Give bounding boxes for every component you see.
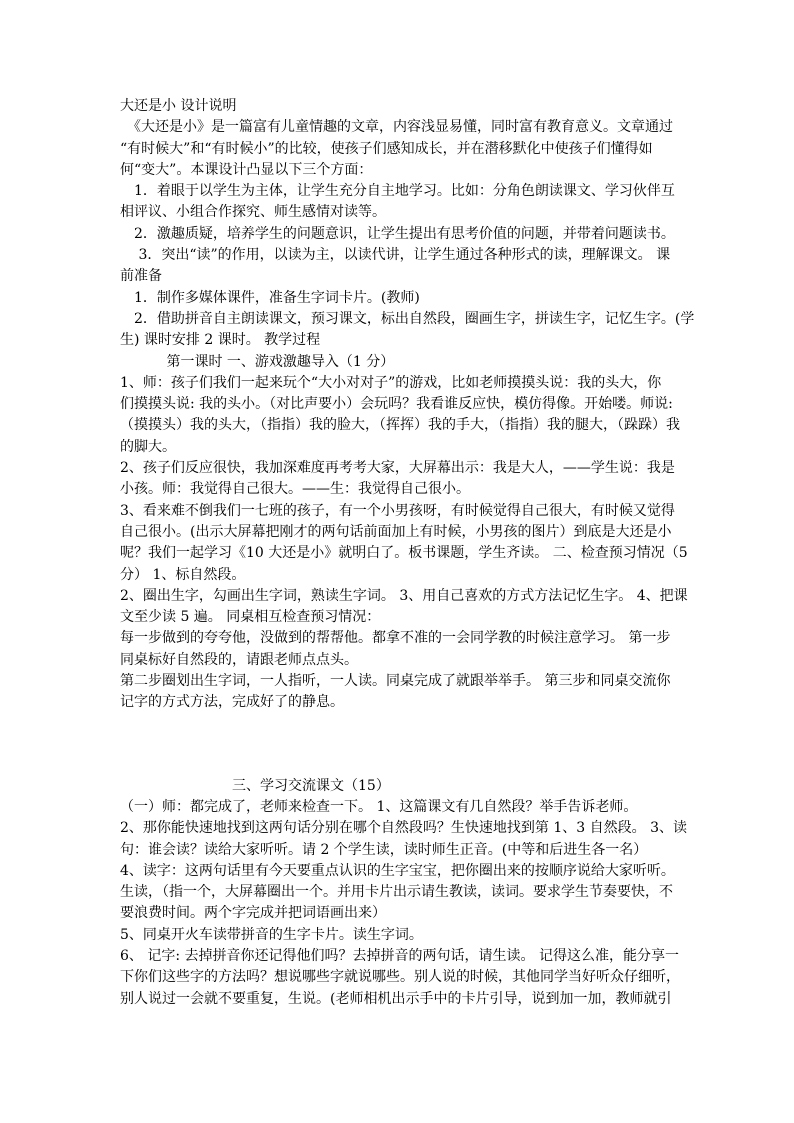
text-line: 1．制作多媒体课件，准备生字词卡片。(教师) — [120, 289, 420, 306]
text-line: 三、学习交流课文（15） — [120, 777, 390, 794]
text-line: 们摸摸头说: 我的头小。（对比声要小）会玩吗？我看谁反应快，模仿得像。开始喽。师说: — [120, 396, 673, 413]
text-line: 5、同桌开火车读带拼音的生字卡片。读生字词。 — [120, 926, 423, 943]
text-line: 记字的方式方法，完成好了的静息。 — [120, 694, 344, 711]
text-line: 2、孩子们反应很快，我加深难度再考考大家，大屏幕出示：我是大人，——学生说：我是 — [120, 460, 675, 477]
text-line: 4、读字：这两句话里有今天要重点认识的生字宝宝，把你圈出来的按顺序说给大家听听。 — [120, 862, 675, 879]
text-line: 前准备 — [120, 268, 162, 285]
text-line: 2、圈出生字，勾画出生字词，熟读生字词。 3、用自己喜欢的方式方法记忆生字。 4、把课 — [120, 587, 688, 604]
text-line: 生) 课时安排 2 课时。 教学过程 — [120, 332, 321, 349]
text-line: 3、看来难不倒我们一七班的孩子，有一个小男孩呀，有时候觉得自己很大，有时候又觉得 — [120, 502, 675, 519]
text-line: 1、师：孩子们我们一起来玩个“大小对对子”的游戏，比如老师摸摸头说：我的头大，你 — [120, 374, 662, 391]
text-line: 第二步圈划出生字词，一人指听，一人读。同桌完成了就跟举举手。 第三步和同桌交流你 — [120, 673, 671, 690]
text-line: 3．突出“读”的作用，以读为主，以读代讲，让学生通过各种形式的读，理解课文。 课 — [120, 247, 671, 264]
text-line: 生读，（指一个，大屏幕圈出一个。并用卡片出示请生教读，读词。要求学生节奏要快，不 — [120, 884, 673, 901]
text-line: 每一步做到的夸夸他，没做到的帮帮他。都拿不准的一会同学教的时候注意学习。 第一步 — [120, 630, 671, 647]
text-line: 相评议、小组合作探究、师生感情对读等。 — [120, 204, 386, 221]
text-line: 大还是小 设计说明 — [120, 98, 237, 114]
design-notes-section — [120, 96, 695, 714]
document-page — [120, 96, 695, 1010]
text-line: 句：谁会读？读给大家听听。请 2 个学生读，读时师生正音。(中等和后进生各一名） — [120, 841, 648, 858]
text-line: 文至少读 5 遍。 同桌相互检查预习情况： — [120, 609, 381, 626]
text-line: （摸摸头）我的头大，（指指）我的脸大，（挥挥）我的手大，（指指）我的腿大，（跺跺）我 — [120, 417, 680, 434]
text-line: 1．着眼于以学生为主体，让学生充分自主地学习。比如：分角色朗读课文、学习伙伴互 — [120, 183, 675, 200]
text-line: （一）师：都完成了，老师来检查一下。 1、这篇课文有几自然段？举手告诉老师。 — [120, 798, 638, 815]
text-line: 要浪费时间。两个字完成并把词语画出来） — [120, 905, 386, 922]
text-line: 小孩。师：我觉得自己很大。——生：我觉得自己很小。 — [120, 481, 470, 498]
text-line: 呢？我们一起学习《10 大还是小》就明白了。板书课题，学生齐读。 二、检查预习情况（5 — [120, 545, 688, 562]
text-line: 同桌标好自然段的，请跟老师点点头。 — [120, 651, 358, 668]
text-line: 下你们这些字的方法吗？想说哪些字就说哪些。别人说的时候，其他同学当好听众仔细听， — [120, 969, 680, 986]
text-line: 2．借助拼音自主朗读课文，预习课文，标出自然段，圈画生字，拼读生字，记忆生字。(学 — [120, 310, 695, 327]
text-line: 2、那你能快速地找到这两句话分别在哪个自然段吗？生快速地找到第 1、3 自然段。 3、读 — [120, 820, 687, 837]
text-line: 分） 1、标自然段。 — [120, 566, 246, 583]
text-line: 2．激趣质疑，培养学生的问题意识，让学生提出有思考价值的问题，并带着问题读书。 — [120, 225, 675, 242]
text-line: 第一课时 一、游戏激趣导入（1 分） — [120, 353, 395, 370]
text-line: 6、 记字: 去掉拼音你还记得他们吗？去掉拼音的两句话，请生读。 记得这么准，能分享一 — [120, 947, 679, 964]
text-line: 何“变大”。本课设计凸显以下三个方面： — [120, 161, 373, 178]
section-gap — [120, 714, 680, 776]
text-line: 自己很小。(出示大屏幕把刚才的两句话前面加上有时候，小男孩的图片）到底是大还是小 — [120, 523, 672, 540]
text-line: 别人说过一会就不要重复，生说。(老师相机出示手中的卡片引导，说到加一加，教师就引 — [120, 990, 672, 1007]
text-line: 《大还是小》是一篇富有儿童情趣的文章，内容浅显易懂，同时富有教育意义。文章通过 — [120, 119, 673, 136]
lesson-section — [120, 776, 687, 1010]
text-line: “有时候大”和“有时候小”的比较，使孩子们感知成长，并在潜移默化中使孩子们懂得如 — [120, 140, 653, 157]
text-line: 的脚大。 — [120, 438, 176, 455]
